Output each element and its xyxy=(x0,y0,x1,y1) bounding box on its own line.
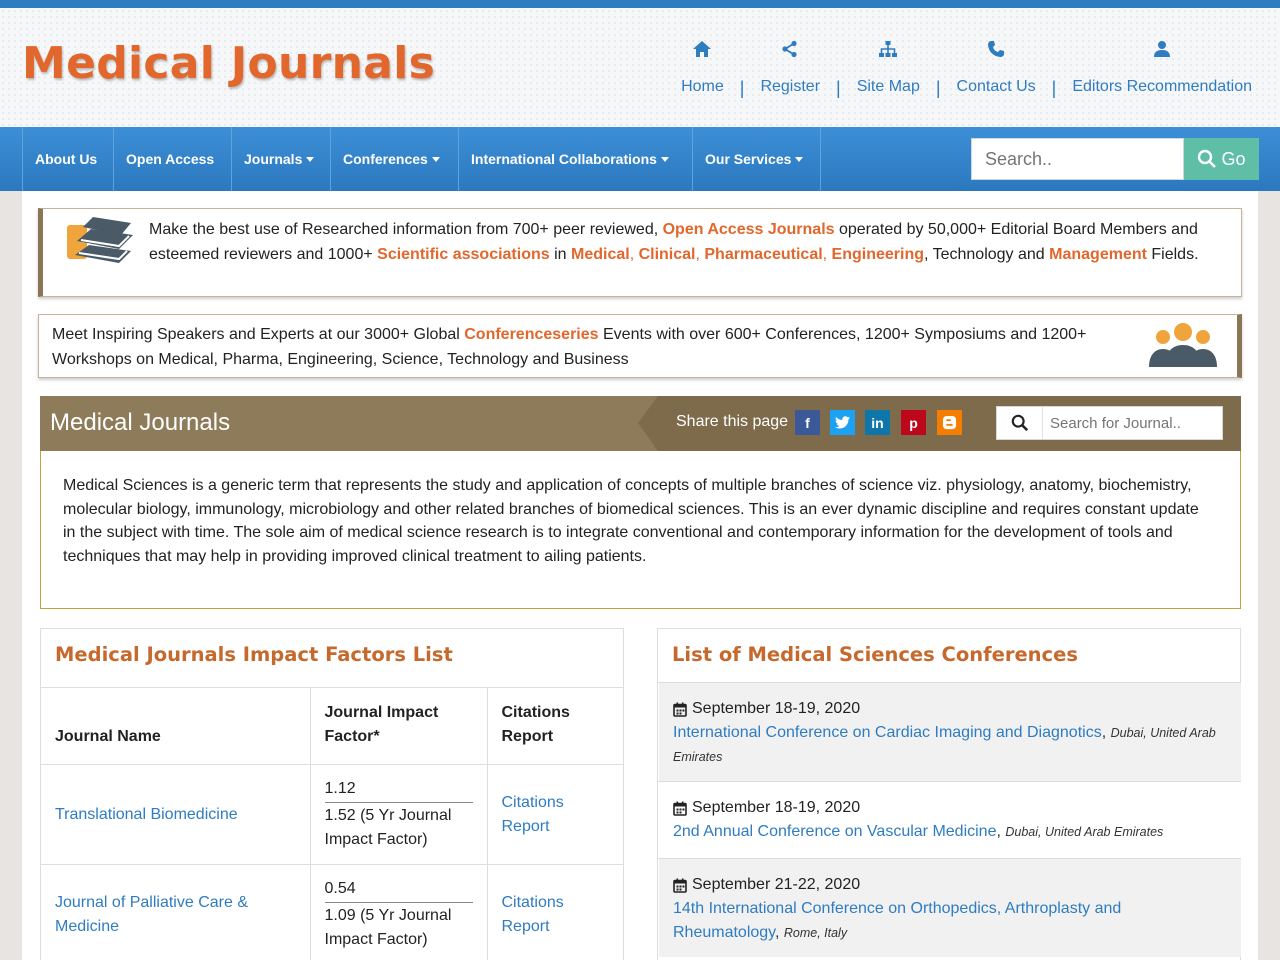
toplink-label: Site Map xyxy=(856,78,920,95)
impact-factor-cell xyxy=(310,765,487,865)
conferences-panel xyxy=(657,628,1241,960)
scientific-associations-link[interactable]: Scientific associations xyxy=(377,246,550,263)
conference-link[interactable]: International Conference on Cardiac Imaging and Diagnotics xyxy=(673,724,1102,741)
impact-factors-panel xyxy=(40,628,624,960)
toplink-label: Register xyxy=(760,78,821,95)
conference-date xyxy=(673,796,1227,820)
facebook-share-button[interactable] xyxy=(795,410,820,435)
journal-name-cell xyxy=(41,865,310,960)
user-icon xyxy=(1152,38,1172,60)
pinterest-share-button[interactable] xyxy=(901,410,926,435)
list-item: September 18-19, 2020 International Conference on Cardiac Imaging and Diagnotics, Dubai, United Arab Emirates xyxy=(659,683,1241,781)
info-text: , Technology and xyxy=(924,246,1050,263)
journal-search xyxy=(996,406,1223,440)
info-text: , xyxy=(695,246,705,263)
calendar-icon xyxy=(673,702,687,717)
search-go-button[interactable] xyxy=(1184,138,1259,180)
info-text: Meet Inspiring Speakers and Experts at our 3000+ Global xyxy=(52,326,465,343)
toplink-editors[interactable] xyxy=(1072,38,1252,96)
blogger-share-button[interactable] xyxy=(937,410,962,435)
conferences-info-box xyxy=(38,314,1242,378)
info-text: Fields. xyxy=(1146,246,1199,263)
separator: | xyxy=(1051,78,1057,98)
twitter-share-button[interactable] xyxy=(830,410,855,435)
journals-info-box xyxy=(38,208,1242,297)
citations-cell xyxy=(487,765,624,865)
separator: | xyxy=(836,78,841,98)
top-accent-bar xyxy=(0,0,1280,8)
conferences-title: List of Medical Sciences Conferences xyxy=(672,643,1078,666)
open-access-journals-link[interactable]: Open Access Journals xyxy=(662,221,835,238)
search-icon xyxy=(1197,149,1217,169)
info-text: , xyxy=(629,246,639,263)
search-icon[interactable] xyxy=(997,407,1043,439)
list-item: September 18-19, 2020 2nd Annual Conference on Vascular Medicine, Dubai, United Arab Emirates xyxy=(659,782,1241,858)
impact-factor: 0.54 xyxy=(324,880,356,898)
divider xyxy=(325,902,473,903)
site-search-input[interactable] xyxy=(971,138,1184,180)
linkedin-icon: in xyxy=(871,414,884,431)
conference-date-text: September 18-19, 2020 xyxy=(692,799,861,816)
share-icon xyxy=(780,38,800,60)
conference-location: Dubai, United Arab Emirates xyxy=(673,726,1216,764)
info-text: in xyxy=(549,246,571,263)
chevron-down-icon xyxy=(795,157,803,162)
toplink-contact[interactable] xyxy=(957,38,1036,96)
citations-report-link[interactable]: Citations Report xyxy=(501,793,564,835)
impact-factors-title: Medical Journals Impact Factors List xyxy=(55,643,453,666)
citations-cell xyxy=(487,865,624,960)
nav-label: Journals xyxy=(244,151,303,167)
toplink-label: Contact Us xyxy=(956,78,1036,95)
toplink-label: Home xyxy=(681,78,724,95)
clinical-link[interactable]: Clinical xyxy=(638,246,696,263)
impact-factor-cell xyxy=(310,865,487,960)
conference-location: Rome, Italy xyxy=(783,926,848,940)
info-text: , xyxy=(822,246,832,263)
people-group-icon xyxy=(1145,321,1221,369)
nav-conferences[interactable] xyxy=(331,127,459,191)
nav-label: Our Services xyxy=(705,151,792,167)
top-links xyxy=(681,38,1252,118)
sitemap-icon xyxy=(878,38,898,60)
description-text: Medical Sciences is a generic term that represents the study and application of concepts of multiple branches of science viz. physiology, anatomy, biochemistry, molecular biology, immunology, microbiology and other related branches of biomedical sciences. This is an ever dynamic discipline and requires constant update in the subject with time. The sole aim of medical science research is to integrate conventional and contemporary information for the development of tools and techniques that may help in providing improved clinical treatment to ailing patients. xyxy=(63,477,1199,565)
impact-factors-table xyxy=(41,687,624,960)
column-header: Journal Impact Factor* xyxy=(310,688,487,765)
description-box xyxy=(40,451,1241,609)
nav-label: About Us xyxy=(35,151,98,167)
conference-link[interactable]: 2nd Annual Conference on Vascular Medicine xyxy=(673,823,997,840)
conferences-info-text xyxy=(52,322,1132,372)
separator: | xyxy=(935,78,941,98)
chevron-down-icon xyxy=(306,157,314,162)
column-header: Citations Report xyxy=(487,688,624,765)
nav-journals[interactable] xyxy=(232,127,331,191)
nav-label: Open Access xyxy=(126,151,215,167)
chevron-down-icon xyxy=(661,157,669,162)
phone-icon xyxy=(986,38,1006,60)
conference-date xyxy=(673,873,1227,897)
go-label: Go xyxy=(1221,148,1246,169)
table-header-row xyxy=(41,688,624,765)
five-year-impact-factor: 1.52 (5 Yr Journal Impact Factor) xyxy=(324,807,452,848)
conferenceseries-link[interactable]: Conferenceseries xyxy=(464,326,599,343)
facebook-icon: f xyxy=(805,414,810,431)
journal-search-input[interactable] xyxy=(1044,407,1222,439)
divider xyxy=(325,802,473,803)
conference-date-text: September 21-22, 2020 xyxy=(692,876,861,893)
citations-report-link[interactable]: Citations Report xyxy=(501,893,564,935)
conference-date-text: September 18-19, 2020 xyxy=(692,700,861,717)
nav-international-collaborations[interactable] xyxy=(459,127,693,191)
nav-label: International Collaborations xyxy=(471,151,657,167)
conference-date xyxy=(673,697,1227,721)
management-link[interactable]: Management xyxy=(1049,246,1147,263)
toplink-register[interactable] xyxy=(760,38,820,96)
conference-link[interactable]: 14th International Conference on Orthopedics, Arthroplasty and Rheumatology xyxy=(673,900,1122,941)
toplink-home[interactable] xyxy=(681,38,724,96)
chevron-down-icon xyxy=(432,157,440,162)
site-header xyxy=(0,8,1280,127)
journal-name-cell xyxy=(41,765,310,865)
nav-label: Conferences xyxy=(343,151,428,167)
calendar-icon xyxy=(673,801,687,816)
pinterest-icon: p xyxy=(909,414,918,431)
table-row xyxy=(41,765,624,865)
nav-open-access[interactable] xyxy=(114,127,232,191)
info-text: operated by 50,000+ Editorial Board Members and esteemed reviewers and 1000+ xyxy=(149,221,1198,263)
conference-location: Dubai, United Arab Emirates xyxy=(1005,825,1164,839)
impact-factor: 1.12 xyxy=(324,780,356,797)
blogger-icon xyxy=(942,415,957,430)
journals-info-text xyxy=(149,217,1229,267)
site-logo[interactable]: Medical Journals xyxy=(22,38,436,89)
info-text: Events with over 600+ Conferences, 1200+ Symposiums and 1200+ Workshops on Medical, Pharma, Engineering, Science, Technology and Business xyxy=(52,326,1087,368)
page-title: Medical Journals xyxy=(50,409,231,436)
home-icon xyxy=(692,38,712,60)
nav-about-us[interactable] xyxy=(22,127,114,191)
calendar-icon xyxy=(673,878,687,893)
pharmaceutical-link[interactable]: Pharmaceutical xyxy=(704,246,823,263)
separator: | xyxy=(739,78,745,98)
journal-link[interactable]: Translational Biomedicine xyxy=(55,805,238,823)
engineering-link[interactable]: Engineering xyxy=(831,246,924,263)
five-year-impact-factor: 1.09 (5 Yr Journal Impact Factor) xyxy=(324,907,452,949)
toplink-label: Editors Recommendation xyxy=(1072,78,1252,95)
medical-link[interactable]: Medical xyxy=(571,246,630,263)
share-label: Share this page xyxy=(676,413,789,430)
table-row xyxy=(41,865,624,960)
toplink-sitemap[interactable] xyxy=(857,38,920,96)
nav-our-services[interactable] xyxy=(693,127,821,191)
linkedin-share-button[interactable] xyxy=(865,410,890,435)
list-item: September 21-22, 2020 14th International Conference on Orthopedics, Arthroplasty and Rheumatology, Rome, Italy xyxy=(659,859,1241,957)
twitter-icon xyxy=(835,416,850,429)
books-icon xyxy=(61,213,137,269)
info-text: Make the best use of Researched information from 700+ peer reviewed, xyxy=(149,221,663,238)
journal-link[interactable]: Journal of Palliative Care & Medicine xyxy=(55,893,248,935)
column-header: Journal Name xyxy=(41,688,310,765)
